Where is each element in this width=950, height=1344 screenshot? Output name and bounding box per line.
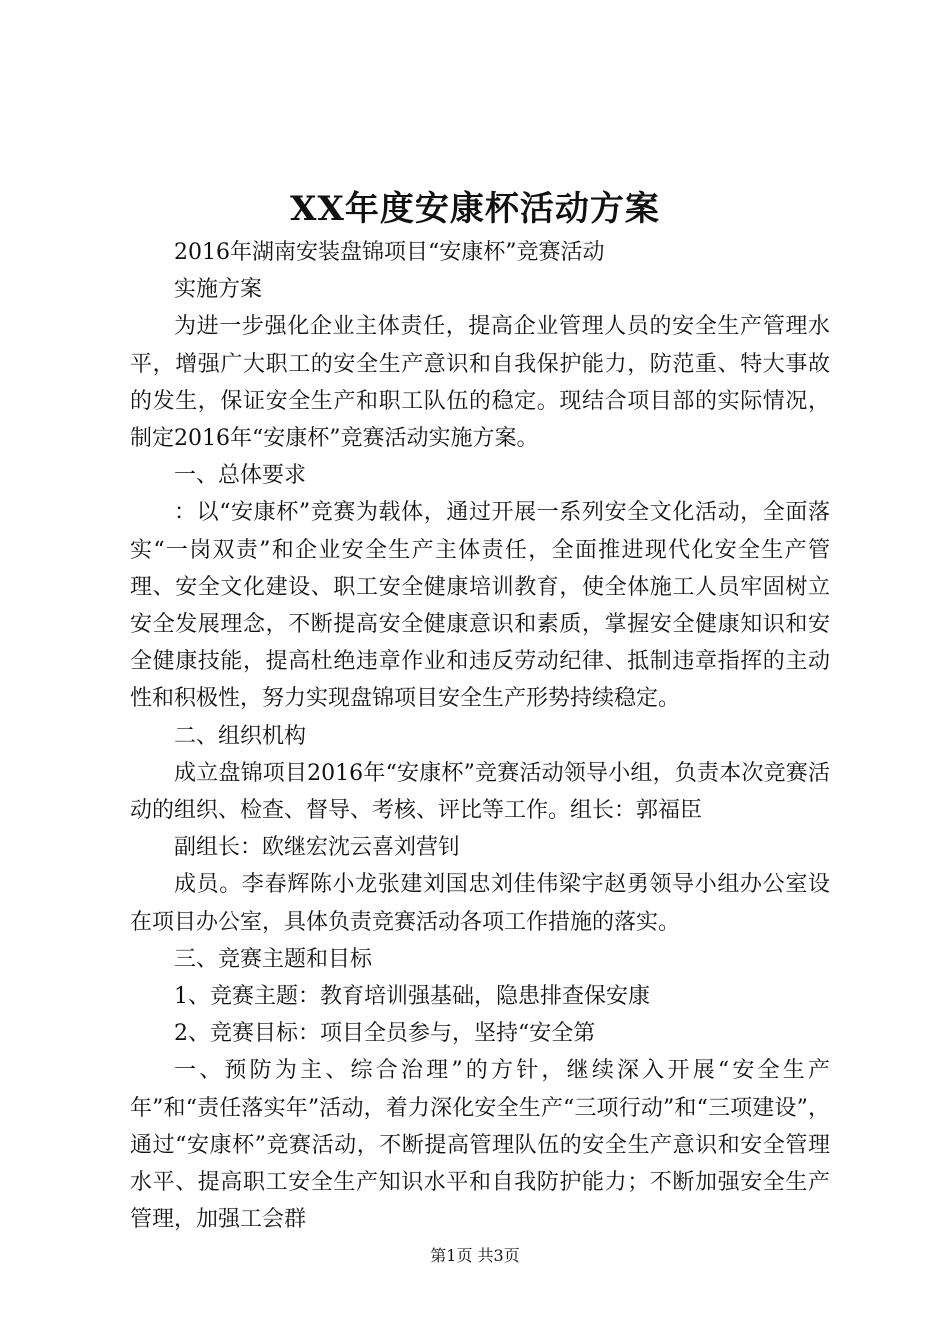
paragraph: 2、竞赛目标：项目全员参与，坚持“安全第 — [174, 1021, 596, 1047]
paragraph-subtitle-cont: 实施方案 — [174, 277, 263, 303]
document-body — [130, 234, 830, 1238]
document-title: XX年度安康杯活动方案 — [290, 189, 660, 229]
section-heading: 一、总体要求 — [174, 463, 307, 489]
paragraph-subtitle: 2016年湖南安装盘锦项目“安康杯”竞赛活动 — [174, 240, 605, 265]
section-heading: 二、组织机构 — [174, 723, 307, 749]
paragraph: 成立盘锦项目2016年“安康杯”竞赛活动领导小组，负责本次竞赛活动的组织、检查、督导、考核、评比等工作。组长：郭福臣 — [130, 760, 830, 824]
paragraph-intro: 为进一步强化企业主体责任，提高企业管理人员的安全生产管理水平，增强广大职工的安全生产意识和自我保护能力，防范重、特大事故的发生，保证安全生产和职工队伍的稳定。现结合项目部的实际情况，制定2016年“安康杯”竞赛活动实施方案。 — [130, 314, 830, 452]
paragraph: 副组长：欧继宏沈云喜刘营钊 — [174, 835, 461, 861]
section-heading: 三、竞赛主题和目标 — [174, 946, 373, 972]
paragraph: ：以“安康杯”竞赛为载体，通过开展一系列安全文化活动，全面落实“一岗双责”和企业安全生产主体责任，全面推进现代化安全生产管理、安全文化建设、职工安全健康培训教育，使全体施工人员牢固树立安全发展理念，不断提高安全健康意识和素质，掌握安全健康知识和安全健康技能，提高杜绝违章作业和违反劳动纪律、抵制违章指挥的主动性和积极性，努力实现盘锦项目安全生产形势持续稳定。 — [130, 500, 830, 712]
page-number-footer: 第1页 共3页 — [430, 1246, 520, 1265]
paragraph: 成员。李春辉陈小龙张建刘国忠刘佳伟梁宇赵勇领导小组办公室设在项目办公室，具体负责竞赛活动各项工作措施的落实。 — [130, 872, 830, 935]
paragraph: 一、预防为主、综合治理”的方针，继续深入开展“安全生产年”和“责任落实年”活动，着力深化安全生产“三项行动”和“三项建设”，通过“安康杯”竞赛活动，不断提高管理队伍的安全生产意识和安全管理水平、提高职工安全生产知识水平和自我防护能力；不断加强安全生产管理，加强工会群 — [130, 1058, 830, 1233]
paragraph: 1、竞赛主题：教育培训强基础，隐患排查保安康 — [174, 984, 650, 1010]
